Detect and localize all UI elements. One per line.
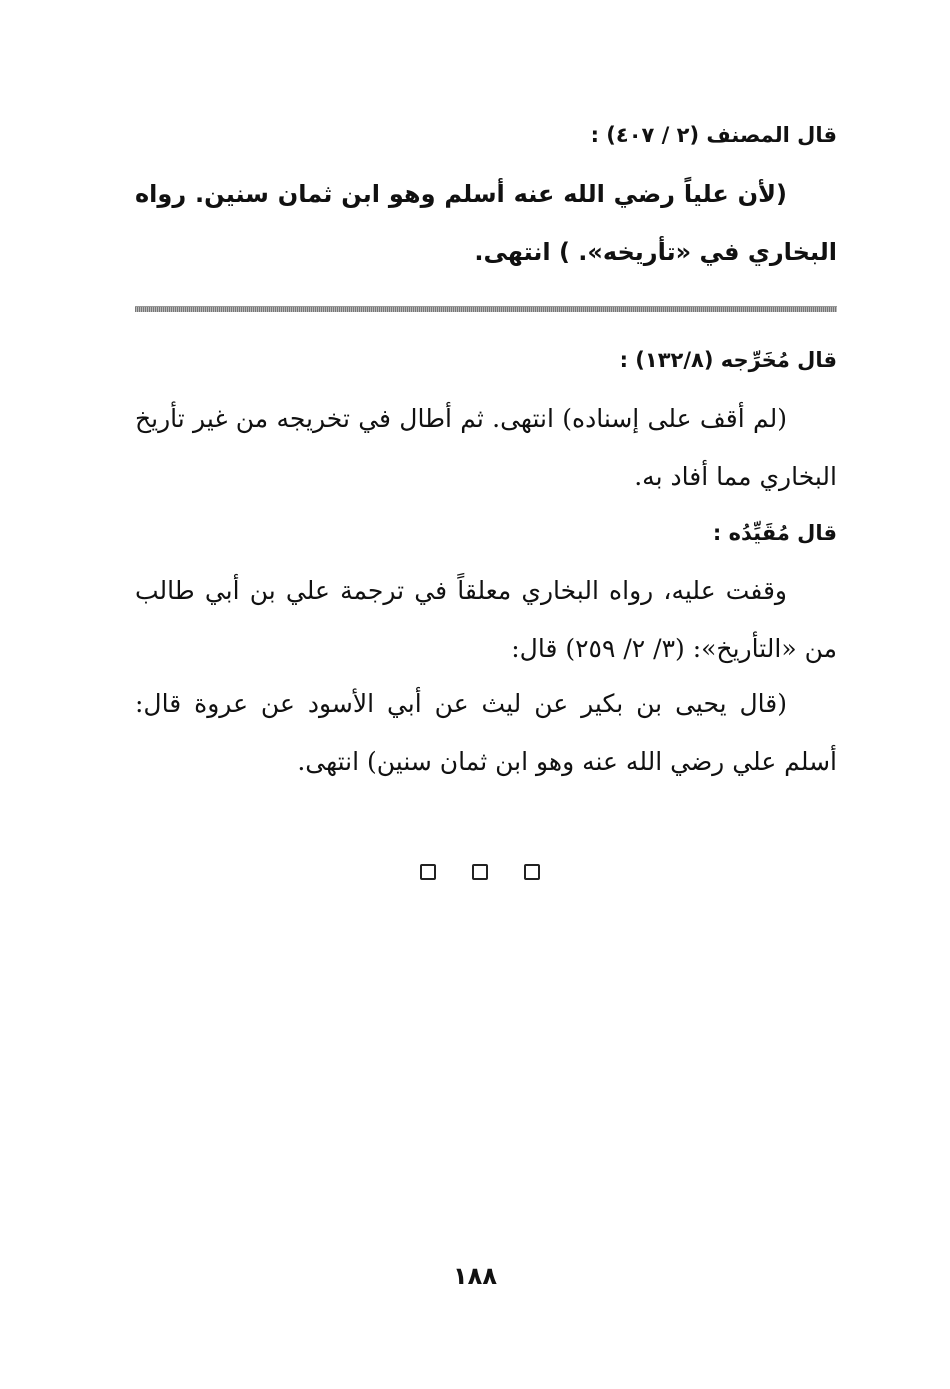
ornament-square [472, 864, 488, 880]
author-quote-heading: قال المصنف (٢ / ٤٠٧) : [590, 123, 837, 147]
section-end-ornament [420, 864, 540, 880]
ornament-square [420, 864, 436, 880]
ornament-square [524, 864, 540, 880]
commentator-heading: قال مُقَيِّدُه : [712, 521, 837, 545]
section-divider [135, 306, 837, 312]
commentator-paragraph: وقفت عليه، رواه البخاري معلقاً في ترجمة علي بن أبي طالب من «التأريخ»: (٣/ ٢/ ٢٥٩) قال: [135, 576, 837, 663]
page-number: ١٨٨ [453, 1262, 497, 1290]
verifier-heading: قال مُخَرِّجه (١٣٢/٨) : [619, 348, 837, 372]
author-quote-text: (لأن علياً رضي الله عنه أسلم وهو ابن ثمان سنين. رواه البخاري في «تأريخه». ) انتهى. [135, 180, 837, 266]
verifier-text: (لم أقف على إسناده) انتهى. ثم أطال في تخريجه من غير تأريخ البخاري مما أفاد به. [135, 404, 837, 491]
narration-quote: (قال يحيى بن بكير عن ليث عن أبي الأسود عن عروة قال: أسلم علي رضي الله عنه وهو ابن ثمان سنين) انتهى. [135, 689, 837, 776]
